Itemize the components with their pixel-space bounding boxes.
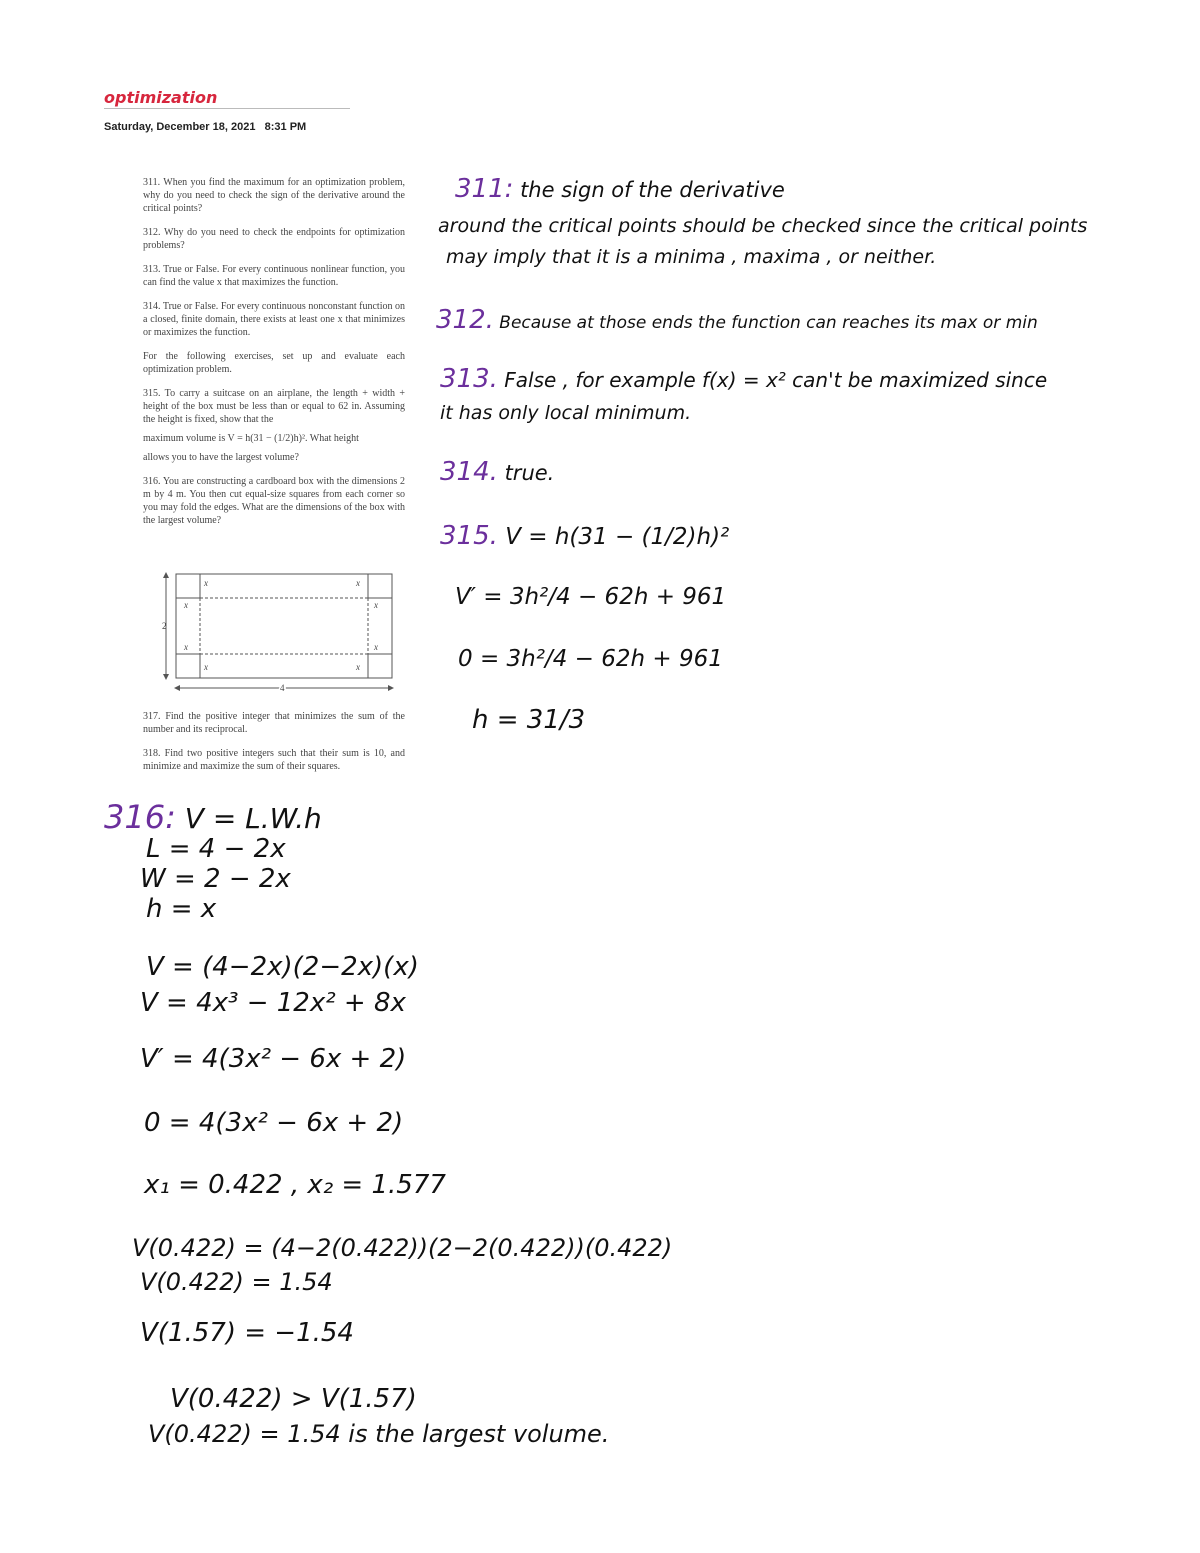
answer-316-eval: V(0.422) = (4−2(0.422))(2−2(0.422))(0.422) xyxy=(132,1234,673,1262)
answer-316-compare: V(0.422) > V(1.57) xyxy=(170,1384,417,1414)
answer-314-text: true. xyxy=(504,461,555,485)
title-underline xyxy=(104,108,350,109)
answer-316-zero: 0 = 4(3x² − 6x + 2) xyxy=(144,1108,404,1138)
question-315-end: allows you to have the largest volume? xyxy=(143,452,299,463)
answer-314 xyxy=(440,459,554,486)
diagram-x-label: x xyxy=(374,642,378,652)
answer-316-derivative: V′ = 4(3x² − 6x + 2) xyxy=(140,1044,407,1074)
answer-315-number: 315. xyxy=(440,521,498,551)
answer-311-line2: around the critical points should be checked since the critical points xyxy=(438,215,1088,237)
question-315 xyxy=(143,387,405,426)
answer-311-number: 311: xyxy=(455,174,514,204)
answer-316-eval2: V(1.57) = −1.54 xyxy=(140,1318,354,1348)
answer-316-number: 316: xyxy=(104,798,176,836)
question-318: 318. Find two positive integers such that their sum is 10, and minimize and maximize the sum of their squares. xyxy=(143,748,405,772)
answer-312-number: 312. xyxy=(436,305,494,335)
answer-316-length: L = 4 − 2x xyxy=(146,834,286,864)
question-313: 313. True or False. For every continuous nonlinear function, you can find the value x that maximizes the function. xyxy=(143,264,405,288)
page-title: optimization xyxy=(104,88,218,107)
question-312: 312. Why do you need to check the endpoints for optimization problems? xyxy=(143,227,405,251)
diagram-x-label: x xyxy=(204,662,208,672)
answer-311-text: the sign of the derivative xyxy=(520,178,785,202)
question-315-formula: maximum volume is V = h(31 − (1/2)h)². What height xyxy=(143,433,359,444)
diagram-x-label: x xyxy=(374,600,378,610)
diagram-x-label: x xyxy=(204,578,208,588)
answer-316-expanded: V = 4x³ − 12x² + 8x xyxy=(140,988,406,1018)
answer-316-height: h = x xyxy=(146,894,217,924)
answer-315-line4: h = 31/3 xyxy=(472,705,586,735)
textbook-excerpt xyxy=(143,176,405,538)
answer-316-volume: V = L.W.h xyxy=(184,802,322,835)
diagram-x-label: x xyxy=(184,600,188,610)
answer-316-roots: x₁ = 0.422 , x₂ = 1.577 xyxy=(144,1170,446,1200)
answer-316-width: W = 2 − 2x xyxy=(140,864,291,894)
diagram-x-label: x xyxy=(356,662,360,672)
diagram-x-label: x xyxy=(356,578,360,588)
date-text: Saturday, December 18, 2021 xyxy=(104,121,256,133)
answer-315-line3: 0 = 3h²/4 − 62h + 961 xyxy=(458,646,723,672)
answer-311-line1 xyxy=(455,176,785,203)
answer-314-number: 314. xyxy=(440,457,498,487)
answer-313-line2: it has only local minimum. xyxy=(440,402,692,424)
answer-316-line1 xyxy=(104,798,322,836)
answer-315-line1 xyxy=(440,521,729,551)
answer-316-product: V = (4−2x)(2−2x)(x) xyxy=(146,952,419,982)
answer-312 xyxy=(436,305,1038,335)
question-315-part1: 315. To carry a suitcase on an airplane, the length + width + height of the box must be less than or equal to 62 in. Assuming the height is fixed, show that the xyxy=(143,388,405,425)
diagram-width-label: 4 xyxy=(280,683,285,693)
question-316: 316. You are constructing a cardboard box with the dimensions 2 m by 4 m. You then cut equal-size squares from each corner so you may fold the edges. What are the dimensions of the box with the largest volume? xyxy=(143,476,405,526)
answer-313-number: 313. xyxy=(440,364,498,394)
answer-311-line3: may imply that it is a minima , maxima , or neither. xyxy=(446,246,937,268)
answer-315-line2: V′ = 3h²/4 − 62h + 961 xyxy=(455,584,727,610)
question-314: 314. True or False. For every continuous nonconstant function on a closed, finite domain, there exists at least one x that minimizes or maximizes the function. xyxy=(143,301,405,338)
answer-313-text: False , for example f(x) = x² can't be maximized since xyxy=(504,368,1048,392)
textbook-excerpt-bottom xyxy=(143,710,405,784)
answer-312-text: Because at those ends the function can reaches its max or min xyxy=(499,313,1038,333)
diagram-x-label: x xyxy=(184,642,188,652)
answer-316-conclusion: V(0.422) = 1.54 is the largest volume. xyxy=(148,1420,610,1448)
answer-316-eval-result: V(0.422) = 1.54 xyxy=(140,1268,333,1296)
answer-313-line1 xyxy=(440,366,1047,393)
instructions: For the following exercises, set up and evaluate each optimization problem. xyxy=(143,351,405,375)
page-date xyxy=(104,121,306,133)
diagram-height-label: 2 xyxy=(162,621,167,631)
time-text: 8:31 PM xyxy=(264,121,307,133)
box-diagram xyxy=(158,570,410,696)
answer-315-formula: V = h(31 − (1/2)h)² xyxy=(505,524,730,550)
question-317: 317. Find the positive integer that minimizes the sum of the number and its reciprocal. xyxy=(143,711,405,735)
question-311: 311. When you find the maximum for an optimization problem, why do you need to check the sign of the derivative around the critical points? xyxy=(143,177,405,214)
